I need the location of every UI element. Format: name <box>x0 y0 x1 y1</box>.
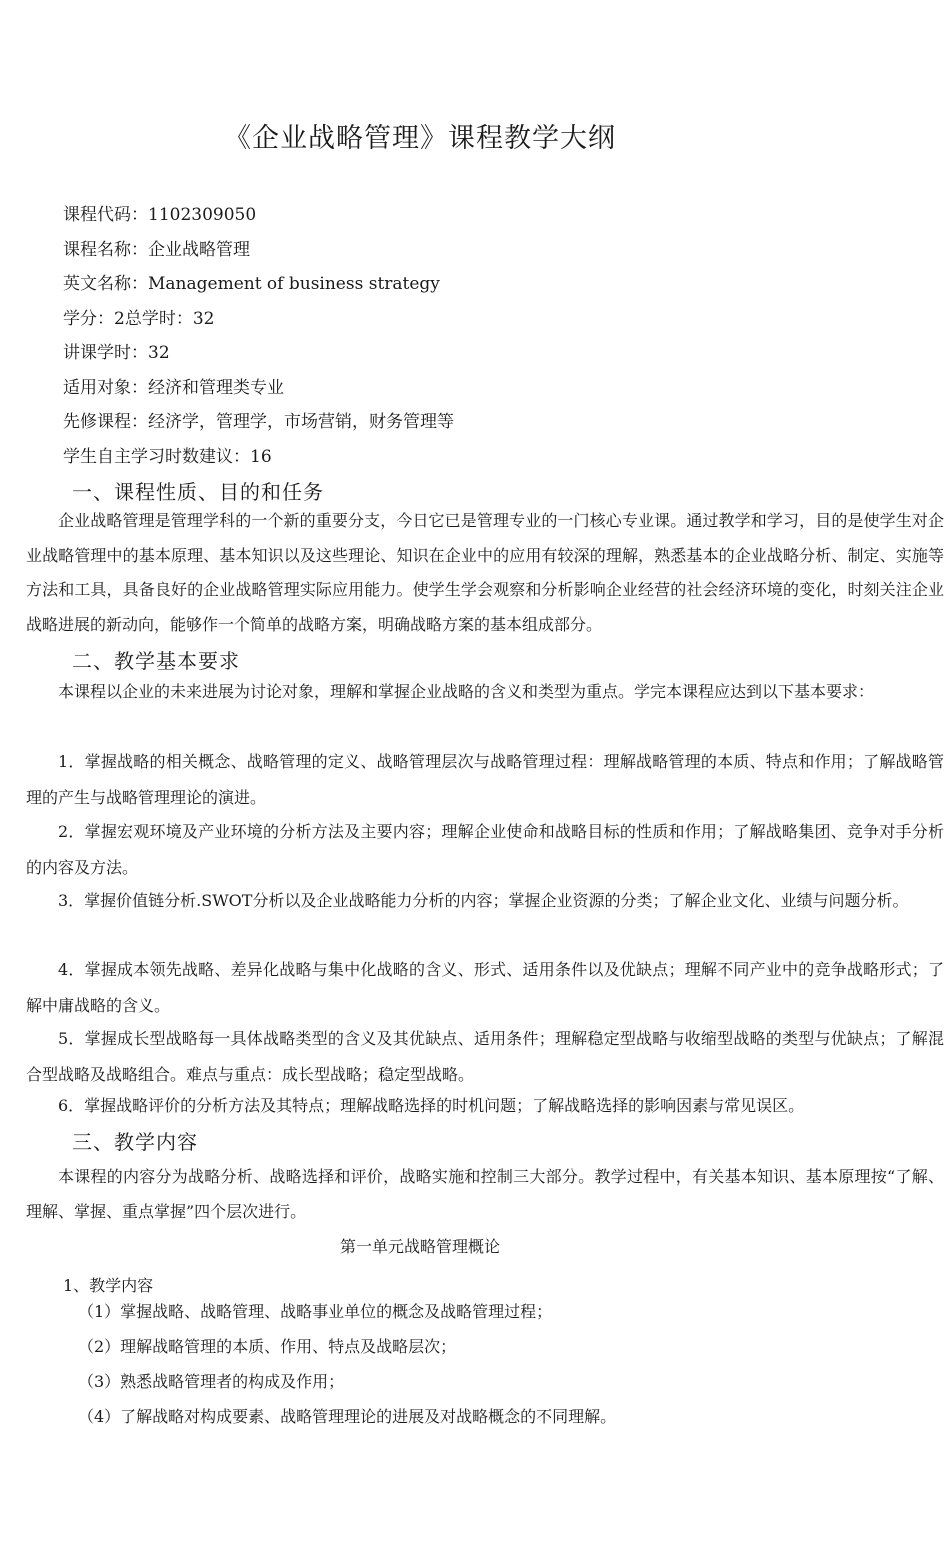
section1-heading: 一、课程性质、目的和任务 <box>72 480 324 504</box>
requirement-item-4: 4．掌握成本领先战略、差异化战略与集中化战略的含义、形式、适用条件以及优缺点；理解不同产业中的竞争战略形式；了解中庸战略的含义。 <box>26 960 944 1015</box>
meta-credits-hours: 学分：2总学时：32 <box>63 308 215 329</box>
requirement-item-2: 2．掌握宏观环境及产业环境的分析方法及主要内容；理解企业使命和战略目标的性质和作用；了解战略集团、竞争对手分析的内容及方法。 <box>26 822 944 877</box>
meta-course-code: 课程代码：1102309050 <box>63 205 257 225</box>
requirement-item-6: 6．掌握战略评价的分析方法及其特点；理解战略选择的时机问题；了解战略选择的影响因素与常见误区。 <box>58 1096 805 1115</box>
section3-body: 本课程的内容分为战略分析、战略选择和评价，战略实施和控制三大部分。教学过程中，有关基本知识、基本原理按“了解、理解、掌握、重点掌握”四个层次进行。 <box>26 1167 944 1221</box>
list-item: （1）掌握战略、战略管理、战略事业单位的概念及战略管理过程； <box>78 1302 553 1321</box>
requirement-item-5: 5．掌握成长型战略每一具体战略类型的含义及其优缺点、适用条件；理解稳定型战略与收缩型战略的类型与优缺点；了解混合型战略及战略组合。难点与重点：成长型战略；稳定型战略。 <box>26 1029 944 1084</box>
meta-course-name: 课程名称：企业战略管理 <box>63 239 250 260</box>
list-item: （4）了解战略对构成要素、战略管理理论的进展及对战略概念的不同理解。 <box>78 1407 617 1426</box>
section1-body: 企业战略管理是管理学科的一个新的重要分支，今日它已是管理专业的一门核心专业课。通过教学和学习，目的是使学生对企业战略管理中的基本原理、基本知识以及这些理论、知识在企业中的应用有较深的理解，熟悉基本的企业战略分析、制定、实施等方法和工具，具备良好的企业战略管理实际应用能力。使学生学会观察和分析影响企业经营的社会经济环境的变化，时刻关注企业战略进展的新动向，能够作一个简单的战略方案，明确战略方案的基本组成部分。 <box>26 511 944 634</box>
teaching-content-heading: 1、教学内容 <box>63 1276 154 1295</box>
list-item: （3）熟悉战略管理者的构成及作用； <box>78 1372 345 1391</box>
course-meta <box>63 198 454 474</box>
unit-title <box>0 1234 950 1257</box>
meta-target: 适用对象：经济和管理类专业 <box>63 377 284 398</box>
document-title <box>0 116 950 155</box>
document-title-text: 《企业战略管理》课程教学大纲 <box>224 123 616 154</box>
meta-prerequisites: 先修课程：经济学，管理学，市场营销，财务管理等 <box>63 412 454 432</box>
requirement-item-3: 3．掌握价值链分析.SWOT分析以及企业战略能力分析的内容；掌握企业资源的分类；了解企业文化、业绩与问题分析。 <box>58 891 909 910</box>
section2-intro: 本课程以企业的未来进展为讨论对象，理解和掌握企业战略的含义和类型为重点。学完本课程应达到以下基本要求： <box>58 682 875 701</box>
meta-lecture-hours: 讲课学时：32 <box>63 343 170 363</box>
section3-heading: 三、教学内容 <box>72 1130 198 1154</box>
section2-heading: 二、教学基本要求 <box>72 649 240 673</box>
teaching-content-list <box>78 1294 616 1434</box>
unit-title-text: 第一单元战略管理概论 <box>339 1237 500 1256</box>
meta-english-name: 英文名称：Management of business strategy <box>63 274 440 294</box>
list-item: （2）理解战略管理的本质、作用、特点及战略层次； <box>78 1337 457 1356</box>
requirement-item-1: 1．掌握战略的相关概念、战略管理的定义、战略管理层次与战略管理过程：理解战略管理的本质、特点和作用；了解战略管理的产生与战略管理理论的演进。 <box>26 752 944 807</box>
meta-self-study: 学生自主学习时数建议：16 <box>63 446 272 467</box>
